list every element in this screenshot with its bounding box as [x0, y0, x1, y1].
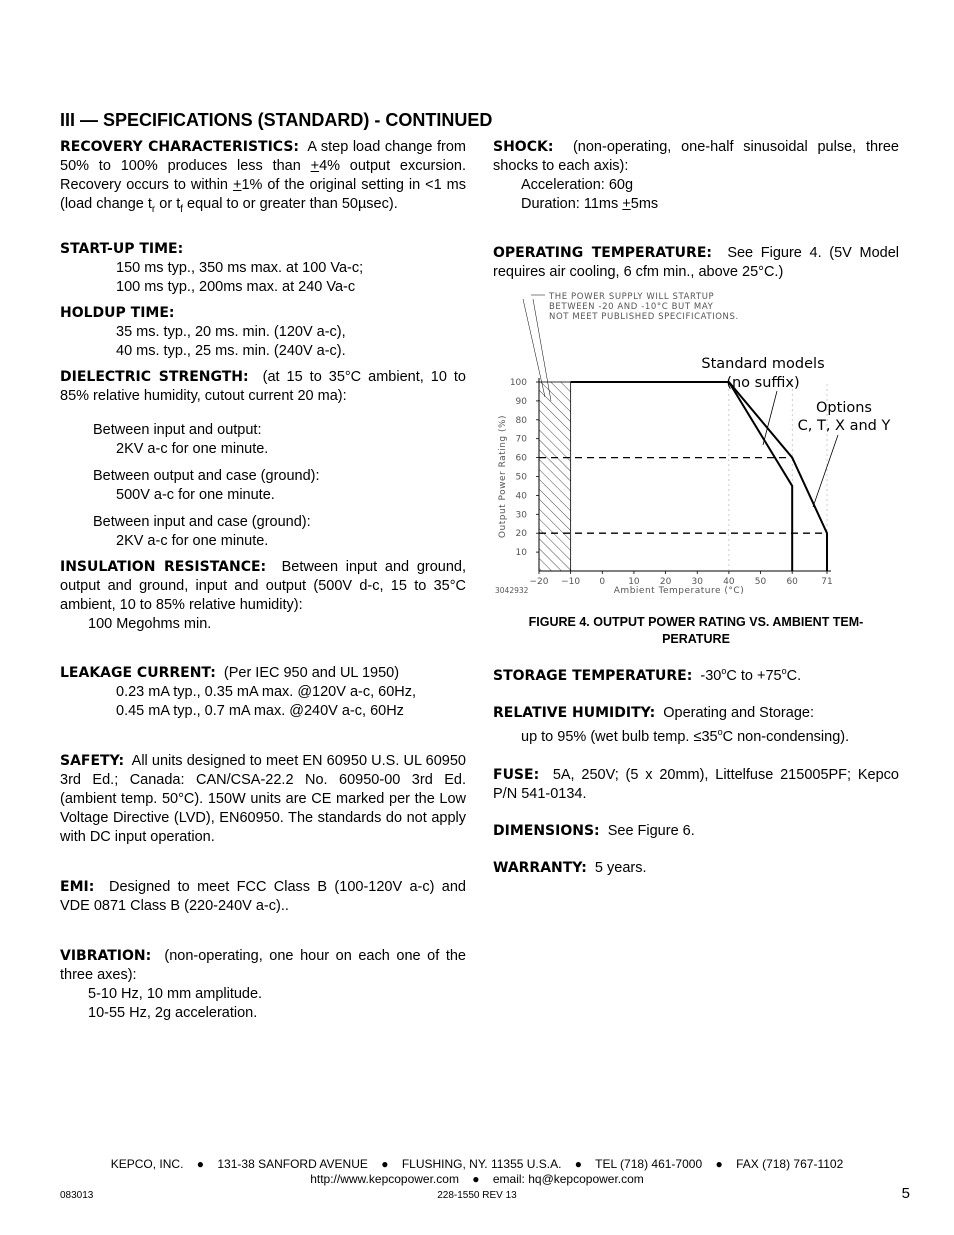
- bullet-icon: ●: [381, 1157, 389, 1171]
- storage-text: C to +75: [726, 667, 782, 684]
- x-tick-label: 0: [599, 577, 606, 587]
- dielectric-line: Between input and case (ground):: [93, 513, 311, 530]
- y-tick-label: 20: [515, 529, 527, 540]
- series-options-line: [571, 382, 827, 571]
- footer-fax: FAX (718) 767-1102: [736, 1157, 844, 1171]
- plus-minus: +: [310, 158, 320, 174]
- x-tick-label: −10: [561, 577, 581, 587]
- dimensions-section: [493, 822, 899, 841]
- footer-address: [0, 1157, 954, 1171]
- caption-line: FIGURE 4. OUTPUT POWER RATING VS. AMBIENT TEM-: [528, 615, 864, 629]
- x-tick-label: 50: [754, 577, 767, 587]
- humidity-label: RELATIVE HUMIDITY:: [493, 704, 656, 721]
- x-axis-label: Ambient Temperature (°C): [613, 586, 745, 596]
- leakage-text: (Per IEC 950 and UL 1950): [223, 664, 400, 681]
- humidity-value: C non-condensing).: [722, 728, 850, 745]
- note-line: BETWEEN -20 AND -10°C BUT MAY: [549, 302, 714, 312]
- y-tick-label: 40: [515, 491, 527, 502]
- dielectric-section: [60, 368, 466, 406]
- caption-line: PERATURE: [662, 632, 730, 646]
- storage-label: STORAGE TEMPERATURE:: [493, 667, 693, 684]
- dielectric-line: Between output and case (ground):: [93, 467, 320, 484]
- footer-company: KEPCO, INC.: [110, 1157, 184, 1171]
- x-tick-label: 20: [659, 577, 672, 587]
- y-tick-label: 80: [515, 415, 527, 426]
- shock-line: [493, 195, 899, 214]
- right-column-top: [493, 138, 899, 282]
- bullet-icon: ●: [472, 1172, 480, 1186]
- recovery-label: RECOVERY CHARACTERISTICS:: [60, 139, 300, 155]
- optemp-text: See Figure 4. (5V Model requires air cooling, 6 cfm min., above 25°C.): [493, 245, 899, 280]
- x-tick-label: 60: [786, 577, 798, 587]
- insulation-section: [60, 558, 466, 615]
- degree-sup: o: [781, 666, 787, 676]
- leakage-line: 0.45 mA typ., 0.7 mA max. @240V a-c, 60Hz: [116, 702, 404, 719]
- vibration-section: [60, 947, 466, 985]
- vibration-line: 10-55 Hz, 2g acceleration.: [88, 1004, 258, 1021]
- plus-minus: +: [622, 196, 631, 212]
- shock-text: (non-operating, one-half sinusoidal pulse, three shocks to each axis):: [493, 139, 899, 174]
- x-tick-label: 10: [628, 577, 640, 587]
- dielectric-text: (at 15 to 35°C ambient, 10 to 85% relative humidity, cutout current 20 ma):: [60, 368, 466, 404]
- humidity-text: Operating and Storage:: [663, 704, 814, 721]
- leakage-section: [60, 664, 466, 683]
- recovery-text: or t: [155, 196, 181, 212]
- safety-section: [60, 752, 466, 847]
- recovery-text: 4% output excursion. Recovery occurs to within: [60, 158, 466, 193]
- optemp-section: [493, 244, 899, 282]
- optemp-label: OPERATING TEMPERATURE:: [493, 245, 712, 261]
- x-tick-label: 71: [821, 577, 833, 587]
- y-tick-label: 70: [515, 434, 527, 445]
- x-tick-label: −20: [529, 577, 549, 587]
- dielectric-line: Between input and output:: [93, 421, 262, 438]
- footer-code-left: 083013: [60, 1190, 94, 1201]
- dielectric-label: DIELECTRIC STRENGTH:: [60, 368, 249, 385]
- dielectric-line: 2KV a-c for one minute.: [116, 532, 269, 549]
- shock-duration: 5ms: [630, 196, 659, 212]
- storage-text: -30: [700, 667, 722, 684]
- shock-duration: Duration: 11ms: [521, 196, 623, 212]
- plus-minus: +: [232, 177, 242, 193]
- options-label: Options: [816, 400, 872, 416]
- y-tick-label: 90: [515, 396, 527, 407]
- recovery-text: 1% of the original setting in <1 ms (load change t: [60, 177, 466, 212]
- fuse-text: 5A, 250V; (5 x 20mm), Littelfuse 215005PF; Kepco P/N 541-0134.: [493, 766, 899, 802]
- footer-tel: TEL (718) 461-7000: [595, 1157, 703, 1171]
- insulation-text: Between input and ground, output and ground, input and output (500V d-c, 15 to 35°C ambient, 10 to 85% relative humidity):: [60, 558, 467, 613]
- dielectric-line: 2KV a-c for one minute.: [116, 440, 269, 457]
- subscript-f: f: [180, 203, 184, 215]
- power-derating-chart: [493, 285, 903, 605]
- holdup-line: 40 ms. typ., 25 ms. min. (240V a-c).: [116, 342, 346, 359]
- warranty-label: WARRANTY:: [493, 859, 587, 876]
- humidity-value: up to 95% (wet bulb temp. ≤35: [521, 728, 718, 745]
- recovery-text: equal to or greater than 50µsec).: [183, 196, 398, 212]
- humidity-section: [493, 704, 899, 723]
- standard-models-label: (no suffix): [726, 375, 800, 391]
- holdup-line: 35 ms. typ., 20 ms. min. (120V a-c),: [116, 323, 346, 340]
- startup-line: 150 ms typ., 350 ms max. at 100 Va-c;: [116, 259, 364, 276]
- hatched-region: [539, 382, 571, 571]
- bullet-icon: ●: [715, 1157, 723, 1171]
- x-tick-label: 30: [691, 577, 703, 587]
- options-callout: [813, 435, 838, 507]
- footer-web: [0, 1172, 954, 1186]
- figure-caption: [493, 614, 899, 648]
- safety-label: SAFETY:: [60, 752, 125, 769]
- startup-label: START-UP TIME:: [60, 240, 184, 257]
- footer-doc-number: 228-1550 REV 13: [437, 1190, 517, 1201]
- vibration-text: (non-operating, one hour on each one of the three axes):: [60, 947, 466, 983]
- y-tick-label: 50: [515, 472, 527, 483]
- vibration-label: VIBRATION:: [60, 947, 152, 964]
- emi-section: [60, 878, 466, 916]
- shock-line: Acceleration: 60g: [521, 177, 634, 193]
- series-standard-line: [571, 382, 793, 571]
- standard-models-label: Standard models: [701, 356, 825, 372]
- fuse-label: FUSE:: [493, 766, 540, 783]
- leakage-line: 0.23 mA typ., 0.35 mA max. @120V a-c, 60Hz,: [116, 683, 417, 700]
- warranty-section: [493, 859, 899, 878]
- vibration-line: 5-10 Hz, 10 mm amplitude.: [88, 985, 263, 1002]
- y-tick-label: 30: [515, 510, 527, 521]
- dimensions-text: See Figure 6.: [607, 822, 695, 839]
- footer-url[interactable]: http://www.kepcopower.com: [310, 1172, 459, 1186]
- shock-label: SHOCK:: [493, 139, 554, 155]
- y-tick-label: 60: [515, 453, 527, 464]
- bullet-icon: ●: [574, 1157, 583, 1171]
- recovery-section: [60, 138, 466, 219]
- holdup-label: HOLDUP TIME:: [60, 304, 175, 321]
- dielectric-line: 500V a-c for one minute.: [116, 486, 275, 503]
- y-axis-label: Output Power Rating (%): [498, 414, 508, 539]
- storage-text: C.: [786, 667, 802, 684]
- degree-sup: o: [721, 666, 727, 676]
- y-tick-label: 100: [509, 378, 527, 388]
- note-line: THE POWER SUPPLY WILL STARTUP: [549, 292, 715, 302]
- fuse-section: [493, 766, 899, 804]
- insulation-label: INSULATION RESISTANCE:: [60, 558, 267, 575]
- subscript-r: r: [151, 203, 156, 215]
- storage-section: [493, 662, 899, 686]
- x-tick-label: 40: [723, 577, 735, 587]
- footer-street: 131-38 SANFORD AVENUE: [217, 1157, 368, 1171]
- note-line: NOT MEET PUBLISHED SPECIFICATIONS.: [549, 312, 739, 322]
- dimensions-label: DIMENSIONS:: [493, 822, 600, 839]
- insulation-line: 100 Megohms min.: [88, 615, 212, 632]
- right-column-bottom: [493, 662, 899, 878]
- left-column: [60, 138, 466, 1023]
- page-heading: III — SPECIFICATIONS (STANDARD) - CONTINUED: [60, 110, 493, 130]
- leakage-label: LEAKAGE CURRENT:: [60, 664, 216, 681]
- footer-email[interactable]: email: hq@kepcopower.com: [492, 1172, 644, 1186]
- y-tick-label: 10: [515, 548, 527, 559]
- emi-text: Designed to meet FCC Class B (100-120V a-c) and VDE 0871 Class B (220-240V a-c)..: [60, 878, 466, 914]
- warranty-text: 5 years.: [594, 859, 647, 876]
- footer-city: FLUSHING, NY. 11355 U.S.A.: [401, 1157, 562, 1171]
- startup-line: 100 ms typ., 200ms max. at 240 Va-c: [116, 278, 356, 295]
- degree-sup: o: [717, 726, 723, 737]
- emi-label: EMI:: [60, 878, 95, 895]
- humidity-line: [493, 723, 899, 747]
- options-label: C, T, X and Y: [797, 418, 891, 434]
- shock-section: [493, 138, 899, 176]
- recovery-text: A step load change from 50% to 100% produces less than: [60, 139, 466, 174]
- page-number: 5: [901, 1185, 910, 1202]
- bullet-icon: ●: [196, 1157, 205, 1171]
- safety-text: All units designed to meet EN 60950 U.S. UL 60950 3rd Ed.; Canada: CAN/CSA-22.2 No. 60950-00 3rd Ed. (ambient temp. 50°C). 150W units are CE marked per the Low Voltage Directive (LVD), EN60950. The standards do not apply with DC input operation.: [60, 752, 466, 845]
- drawing-number: 3042932: [495, 586, 529, 595]
